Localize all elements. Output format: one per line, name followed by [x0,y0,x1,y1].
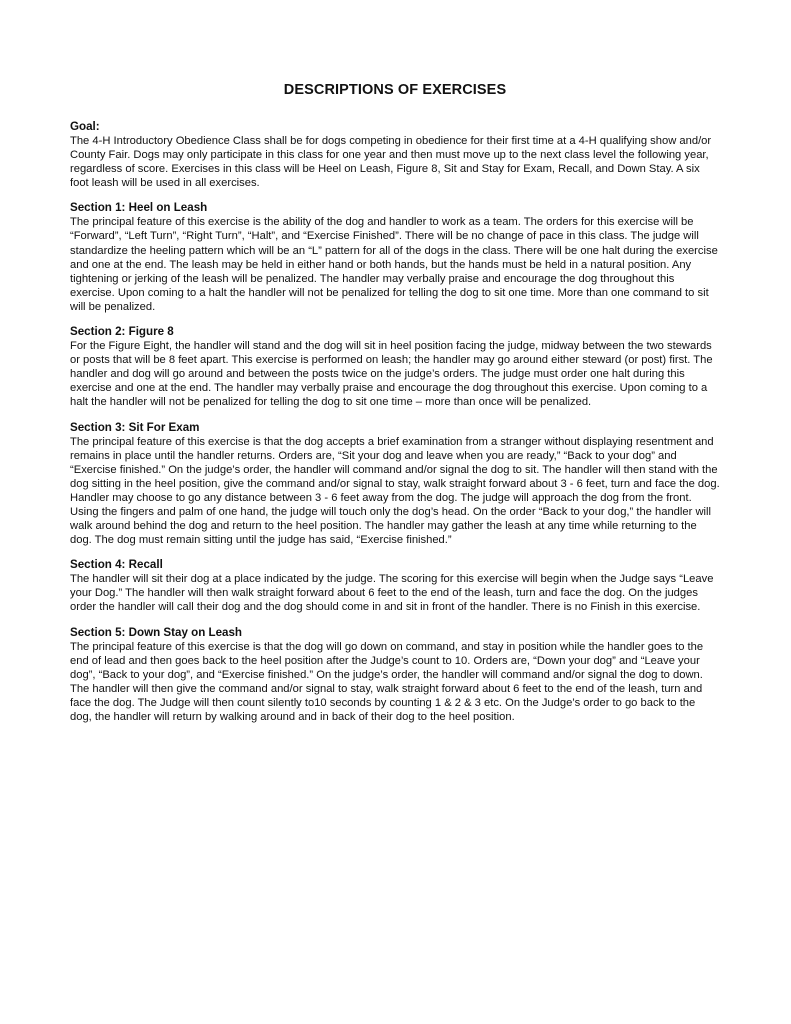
section-heading: Goal: [70,120,100,133]
section-heading: Section 4: Recall [70,558,163,572]
section-body: The handler will sit their dog at a place indicated by the judge. The scoring for this exercise will begin when the Judge says “Leave your Dog.” The handler will then walk straight forward about 6 feet to the end of the leash, turn and face the dog. On the judges order the handler will call their dog and the dog should come in and sit in front of the handler. There is no Finish in this exercise. [70,573,714,614]
section-body: The principal feature of this exercise is the ability of the dog and handler to work as a team. The orders for this exercise will be “Forward”, “Left Turn”, “Right Turn”, “Halt”, and “Exercise Finished”. There will be no change of pace in this class. The judge will standardize the heeling pattern which will be an “L” pattern for all of the dogs in the class. There will be one halt during the exercise and one at the end. The leash may be held in either hand or both hands, but the hands must be held in a natural position. Any tightening or jerking of the leash will be penalized. The handler may verbally praise and encourage the dog throughout this exercise. Upon coming to a halt the handler will not be penalized for telling the dog to sit one time. More than one command to sit will be penalized. [70,216,718,313]
section-body: For the Figure Eight, the handler will stand and the dog will sit in heel position facing the judge, midway between the two stewards or posts that will be 8 feet apart. This exercise is performed on leash; the handler may go around either steward (or post) first. The handler and dog will go around and between the posts twice on the judge’s orders. The judge must order one halt during this exercise and one at the end. The handler may verbally praise and encourage the dog throughout this exercise. Upon coming to a halt the handler will not be penalized for telling the dog to sit one time – more than once will be penalized. [70,340,713,409]
section-goal [70,120,720,190]
section-heel-on-leash [70,201,720,314]
section-recall [70,558,720,614]
section-body: The 4-H Introductory Obedience Class shall be for dogs competing in obedience for their first time at a 4-H qualifying show and/or County Fair. Dogs may only participate in this class for one year and then must move up to the next class level the following year, regardless of score. Exercises in this class will be Heel on Leash, Figure 8, Sit and Stay for Exam, Recall, and Down Stay. A six foot leash will be used in all exercises. [70,135,712,190]
section-figure-8 [70,325,720,409]
section-heading: Section 3: Sit For Exam [70,420,200,434]
section-body: The principal feature of this exercise is that the dog accepts a brief examination from a stranger without displaying resentment and remains in place until the handler returns. Orders are, “Sit your dog and leave when you are ready,” “Back to your dog” and “Exercise finished.” On the judge’s order, the handler will command and/or signal the dog to sit. The handler will then stand with the dog sitting in the heel position, give the command and/or signal to stay, walk straight forward about 3 - 6 feet, turn and face the dog. Handler may choose to go any distance between 3 - 6 feet away from the dog. The judge will approach the dog from the front. Using the fingers and palm of one hand, the judge will touch only the dog’s head. On the order “Back to your dog,” the handler will walk around behind the dog and return to the heel position. The handler may gather the leash at any time while returning to the dog. The dog must remain sitting until the judge has said, “Exercise finished.” [70,435,720,547]
document-title: DESCRIPTIONS OF EXERCISES [283,82,507,98]
section-heading: Section 2: Figure 8 [70,325,174,339]
document-content [70,82,720,735]
section-heading: Section 5: Down Stay on Leash [70,625,243,639]
section-body: The principal feature of this exercise is that the dog will go down on command, and stay in position while the handler goes to the end of lead and then goes back to the heel position after the Judge’s count to 10. Orders are, “Down your dog” and “Leave your dog”, “Back to your dog”, and “Exercise finished.” On the judge’s order, the handler will command and/or signal the dog to down. The handler will then give the command and/or signal to stay, walk straight forward about 6 feet to the end of the leash, turn and face the dog. The Judge will then count silently to10 seconds by counting 1 & 2 & 3 etc. On the Judge’s order to go back to the dog, the handler will return by walking around and in back of their dog to the heel position. [70,640,704,723]
section-sit-for-exam [70,421,720,548]
section-down-stay-on-leash [70,626,720,725]
section-heading: Section 1: Heel on Leash [70,201,208,215]
